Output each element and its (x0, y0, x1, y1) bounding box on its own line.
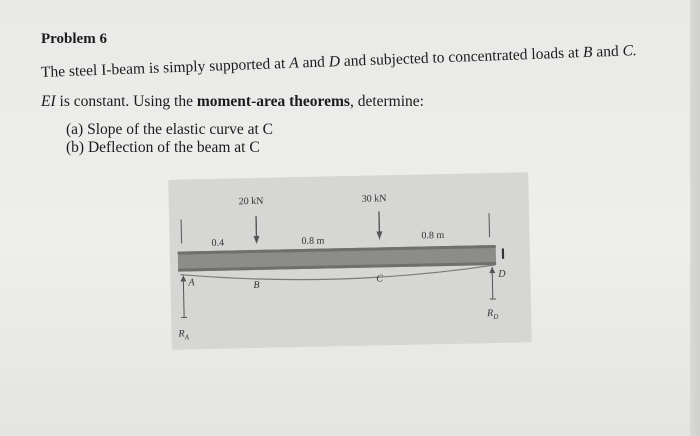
method-name: moment-area theorems (196, 93, 350, 110)
reaction-a-shaft (183, 275, 184, 317)
problem-statement-line-1 (41, 42, 637, 82)
symbol-ei: EI (41, 93, 56, 110)
statement-text: and (298, 53, 330, 72)
reaction-d-label: $R_D$ (487, 308, 499, 322)
statement-text: is constant. Using the (55, 93, 197, 110)
i-section-symbol: I (500, 245, 506, 263)
question-part-b: (b) Deflection of the beam at C (66, 139, 260, 156)
beam-figure (168, 172, 531, 350)
statement-text: , determine: (349, 93, 424, 110)
problem-title: Problem 6 (41, 31, 107, 47)
statement-text: and subjected to concentrated loads at (339, 44, 584, 71)
load-c-label: 30 kN (361, 193, 387, 205)
reaction-d-arrowhead (489, 267, 495, 273)
point-b-label: B (253, 279, 260, 292)
load-c-arrowhead (376, 231, 382, 239)
point-d-label: D (498, 268, 506, 280)
symbol-b: B (582, 43, 593, 62)
span-ab-label: 0.4 (211, 237, 225, 249)
dim-tick-d (489, 213, 490, 237)
statement-text: The steel I-beam is simply supported at (40, 54, 290, 81)
dim-tick-a (181, 220, 182, 244)
symbol-d: D (328, 53, 341, 71)
reaction-a-label: $R_A$ (178, 328, 190, 342)
span-cd-label: 0.8 m (421, 230, 445, 242)
load-b-label: 20 kN (238, 195, 264, 208)
beam-diagram (168, 172, 531, 350)
symbol-a: A (288, 54, 299, 72)
question-part-a: (a) Slope of the elastic curve at C (66, 121, 274, 138)
point-c-label: C (376, 273, 384, 285)
problem-statement-line-2 (41, 93, 424, 111)
page-edge (690, 0, 700, 436)
load-b-arrowhead (253, 236, 259, 244)
symbol-c: C. (622, 42, 638, 60)
statement-text: and (592, 42, 623, 61)
point-a-label: A (188, 277, 195, 289)
reaction-a-arrowhead (180, 275, 186, 281)
span-bc-label: 0.8 m (301, 235, 325, 248)
